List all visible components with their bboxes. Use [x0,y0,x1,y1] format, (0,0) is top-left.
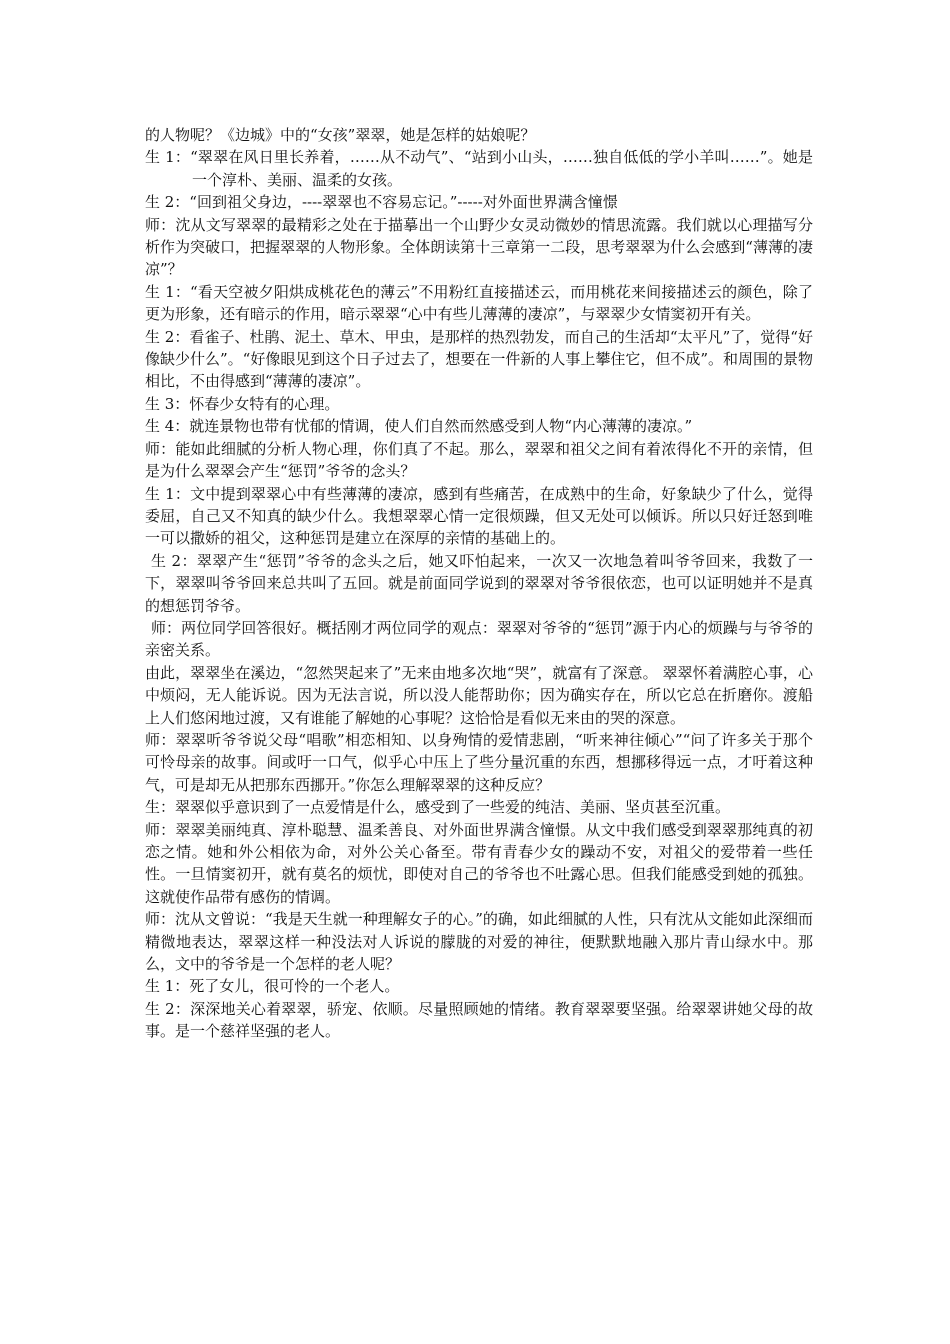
document-body [145,124,813,1043]
paragraph-student-2-punish: 生 2：翠翠产生“惩罚”爷爷的念头之后，她又吓怕起来，一次又一次地急着叫爷爷回来，我数了一下，翠翠叫爷爷回来总共叫了五回。就是前面同学说到的翠翠对爷爷很依恋，也可以证明她并不是真的想惩罚爷爷。 [145,551,813,615]
paragraph-teacher-quote: 师：沈从文曾说：“我是天生就一种理解女子的心。”的确，如此细腻的人性，只有沈从文能如此深细而精微地表达，翠翠这样一种没法对人诉说的朦胧的对爱的神往，便默默地融入那片青山绿水中。那么，文中的爷爷是一个怎样的老人呢？ [145,910,813,974]
paragraph-student-love: 生：翠翠似乎意识到了一点爱情是什么，感受到了一些爱的纯洁、美丽、坚贞甚至沉重。 [145,798,731,817]
paragraph-teacher-summary: 师：两位同学回答很好。概括刚才两位同学的观点：翠翠对爷爷的“惩罚”源于内心的烦躁与与爷爷的亲密关系。 [145,618,813,660]
paragraph-teacher-question-3: 师：翠翠听爷爷说父母“唱歌”相恋相知、以身殉情的爱情悲剧，“听来神往倾心”“问了许多关于那个可怜母亲的故事。间或吁一口气，似乎心中压上了些分量沉重的东西，想挪移得远一点，才吁着这种气，可是却无从把那东西挪开。”你怎么理解翠翠的这种反应？ [145,730,813,794]
paragraph-student-2-grandpa: 生 2：深深地关心着翠翠，骄宠、依顺。尽量照顾她的情绪。教育翠翠要坚强。给翠翠讲她父母的故事。是一个慈祥坚强的老人。 [145,999,813,1041]
paragraph-student-4: 生 4：就连景物也带有忧郁的情调，使人们自然而然感受到人物“内心薄薄的凄凉。” [145,417,693,436]
paragraph-student-1-punish: 生 1：文中提到翠翠心中有些薄薄的凄凉，感到有些痛苦，在成熟中的生命，好象缺少了什么，觉得委屈，自己又不知真的缺少什么。我想翠翠心情一定很烦躁，但又无处可以倾诉。所以只好迁怒到唯一可以撒娇的祖父，这种惩罚是建立在深厚的亲情的基础上的。 [145,484,813,548]
paragraph-student-1-grandpa: 生 1：死了女儿，很可怜的一个老人。 [145,977,400,996]
paragraph-teacher-character: 师：翠翠美丽纯真、淳朴聪慧、温柔善良、对外面世界满含憧憬。从文中我们感受到翠翠那纯真的初恋之情。她和外公相依为命，对外公关心备至。带有青春少女的躁动不安，对祖父的爱带着一些任性。一旦情窦初开，就有莫名的烦忧，即使对自己的爷爷也不吐露心思。但我们能感受到她的孤独。这就使作品带有感伤的情调。 [145,820,813,906]
paragraph-student-2-answer: 生 2：“回到祖父身边，----翠翠也不容易忘记。”-----对外面世界满含憧憬 [145,193,618,212]
paragraph-teacher-question-2: 师：能如此细腻的分析人物心理，你们真了不起。那么，翠翠和祖父之间有着浓得化不开的亲情，但是为什么翠翠会产生“惩罚”爷爷的念头？ [145,439,813,481]
paragraph-intro-question: 的人物呢？《边城》中的“女孩”翠翠，她是怎样的姑娘呢？ [145,126,536,144]
paragraph-crying-meaning: 由此，翠翠坐在溪边，“忽然哭起来了”无来由地多次地“哭”，就富有了深意。 翠翠怀着满腔心事，心中烦闷，无人能诉说。因为无法言说，所以没人能帮助你；因为确实存在，所以它总在折磨你。渡船上人们悠闲地过渡，又有谁能了解她的心事呢？这恰恰是看似无来由的哭的深意。 [145,663,813,727]
paragraph-student-2-scenery: 生 2：看雀子、杜鹃、泥土、草木、甲虫，是那样的热烈勃发，而自己的生活却“太平凡”了，觉得“好像缺少什么”。“好像眼见到这个日子过去了，想要在一件新的人事上攀住它，但不成”。和周围的景物相比，不由得感到“薄薄的凄凉”。 [145,327,814,391]
paragraph-teacher-question-1: 师：沈从文写翠翠的最精彩之处在于描摹出一个山野少女灵动微妙的情思流露。我们就以心理描写分析作为突破口，把握翠翠的人物形象。全体朗读第十三章第一二段，思考翠翠为什么会感到“薄薄的凄凉”？ [145,215,813,279]
paragraph-student-1-cloud: 生 1：“看天空被夕阳烘成桃花色的薄云”不用粉红直接描述云，而用桃花来间接描述云的颜色，除了更为形象，还有暗示的作用，暗示翠翠“心中有些儿薄薄的凄凉”，与翠翠少女情窦初开有关。 [145,282,813,324]
paragraph-student-1-answer: 生 1：“翠翠在风日里长养着，……从不动气”、“站到小山头，……独自低低的学小羊叫……”。她是一个淳朴、美丽、温柔的女孩。 [145,148,813,189]
paragraph-student-3: 生 3：怀春少女特有的心理。 [145,394,340,413]
